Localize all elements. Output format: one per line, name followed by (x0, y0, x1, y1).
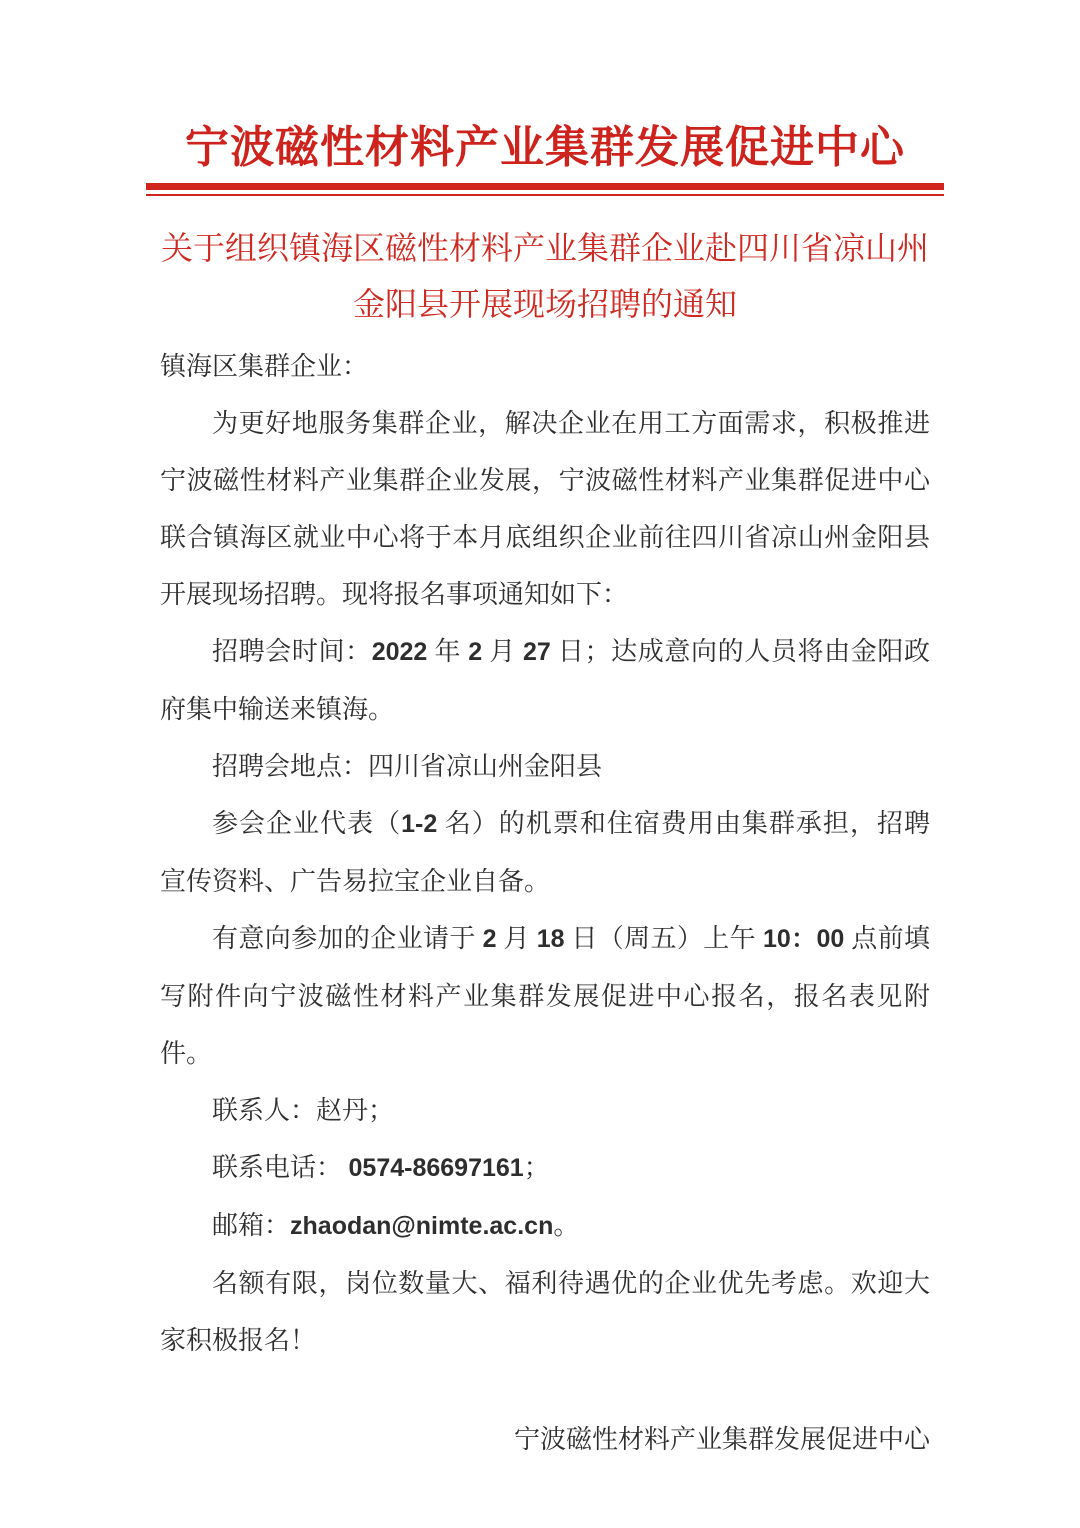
text-run-numeric: 2 (468, 638, 483, 666)
notice-title (160, 220, 930, 332)
text-run-numeric: 10：00 (762, 925, 845, 953)
text-run-numeric: 18 (536, 925, 565, 953)
paragraph (160, 1255, 930, 1369)
text-run: 联系电话： (212, 1153, 349, 1182)
text-run-numeric: 2 (482, 925, 497, 953)
text-run: 招聘会时间： (212, 637, 372, 666)
text-run-numeric: 0574-86697161 (348, 1154, 524, 1182)
document-body (160, 338, 930, 1369)
letterhead-org-name: 宁波磁性材料产业集群发展促进中心 (185, 123, 905, 172)
text-run: 日；达成意向的人员将由金阳政府集中输送来镇海。 (160, 637, 930, 724)
text-run: 为更好地服务集群企业，解决企业在用工方面需求，积极推进宁波磁性材料产业集群企业发展，宁波磁性材料产业集群促进中心联合镇海区就业中心将于本月底组织企业前往四川省凉山州金阳县开展现场招聘。现将报名事项通知如下： (160, 409, 930, 609)
paragraph (160, 338, 930, 395)
notice-title-line-2: 金阳县开展现场招聘的通知 (352, 286, 737, 322)
text-run-numeric: 2022 (371, 638, 428, 666)
text-run: 月 (496, 924, 537, 953)
text-run: 参会企业代表（ (212, 809, 402, 838)
text-run: 点前填写附件向宁波磁性材料产业集群发展促进中心报名，报名表见附件。 (160, 924, 930, 1068)
text-run: 招聘会地点：四川省凉山州金阳县 (212, 752, 603, 781)
text-run-numeric: zhaodan@nimte.ac.cn (290, 1212, 554, 1240)
paragraph (160, 795, 930, 910)
paragraph (160, 738, 930, 795)
text-run-numeric: 27 (522, 638, 551, 666)
paragraph (160, 623, 930, 738)
paragraph (160, 1197, 930, 1255)
text-run: 镇海区集群企业： (160, 352, 369, 381)
text-run: 。 (553, 1211, 580, 1240)
text-run: ； (523, 1153, 550, 1182)
text-run: 名额有限，岗位数量大、福利待遇优的企业优先考虑。欢迎大家积极报名！ (160, 1269, 930, 1355)
divider-thin-line (146, 194, 944, 196)
text-run: 日（周五）上午 (564, 924, 763, 953)
paragraph (160, 910, 930, 1082)
text-run: 年 (427, 637, 469, 666)
divider-thick-line (146, 183, 944, 190)
paragraph (160, 395, 930, 623)
paragraph (160, 1139, 930, 1197)
letterhead-divider (146, 183, 944, 196)
text-run: 邮箱： (212, 1211, 291, 1240)
notice-title-line-1: 关于组织镇海区磁性材料产业集群企业赴四川省凉山州 (160, 230, 929, 266)
text-run: 有意向参加的企业请于 (212, 924, 483, 953)
text-run: 月 (482, 637, 523, 666)
letterhead (160, 122, 930, 196)
text-run-numeric: 1-2 (401, 810, 438, 838)
paragraph (160, 1082, 930, 1139)
text-run: 联系人：赵丹； (212, 1096, 395, 1125)
text-run: 名）的机票和住宿费用由集群承担，招聘宣传资料、广告易拉宝企业自备。 (160, 809, 930, 896)
signature: 宁波磁性材料产业集群发展促进中心 (513, 1425, 930, 1454)
